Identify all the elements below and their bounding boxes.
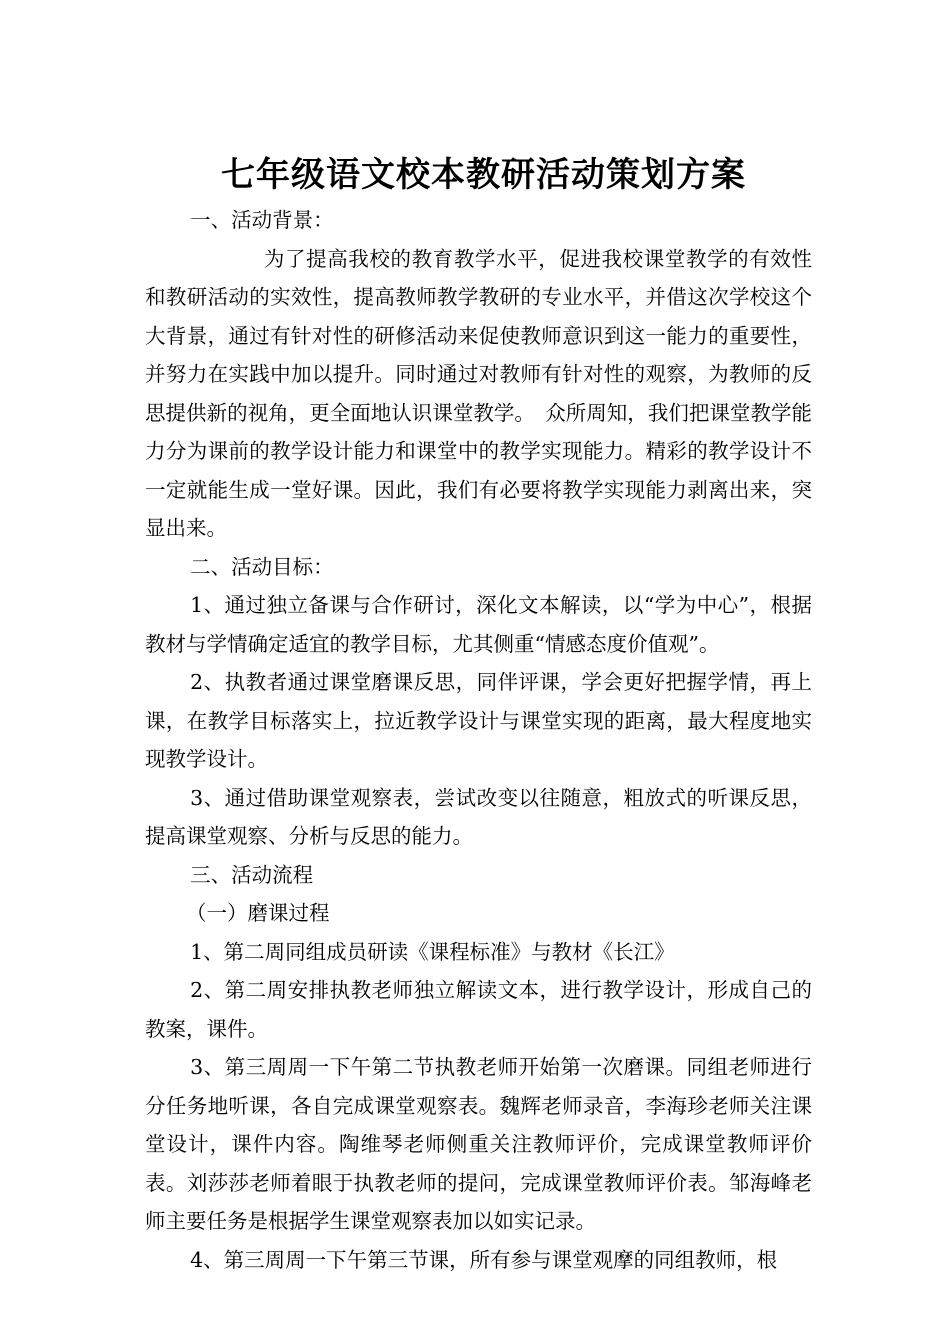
process-item-2: 2、第二周安排执教老师独立解读文本，进行教学设计，形成自己的教案，课件。 <box>145 978 812 1041</box>
goal-item-3: 3、通过借助课堂观察表，尝试改变以往随意，粗放式的听课反思，提高课堂观察、分析与反思的能力。 <box>145 785 812 848</box>
goal-item-1: 1、通过独立备课与合作研讨，深化文本解读，以“学为中心”，根据教材与学情确定适宜的教学目标，尤其侧重“情感态度价值观”。 <box>145 593 812 656</box>
process-item-3: 3、第三周周一下午第二节执教老师开始第一次磨课。同组老师进行分任务地听课，各自完成课堂观察表。魏辉老师录音，李海珍老师关注课堂设计，课件内容。陶维琴老师侧重关注教师评价，完成课堂教师评价表。刘莎莎老师着眼于执教老师的提问，完成课堂教师评价表。邹海峰老师主要任务是根据学生课堂观察表加以如实记录。 <box>145 1055 812 1233</box>
subsection-heading-lesson-polishing: （一）磨课过程 <box>186 901 330 925</box>
goal-item-2: 2、执教者通过课堂磨课反思，同伴评课，学会更好把握学情，再上课，在教学目标落实上，拉近教学设计与课堂实现的距离，最大程度地实现教学设计。 <box>145 670 812 771</box>
process-item-1: 1、第二周同组成员研读《课程标准》与教材《长江》 <box>190 939 675 964</box>
background-paragraph: 为了提高我校的教育教学水平，促进我校课堂教学的有效性和教研活动的实效性，提高教师教学教研的专业水平，并借这次学校这个大背景，通过有针对性的研修活动来促使教师意识到这一能力的重要性，并努力在实践中加以提升。同时通过对教师有针对性的观察，为教师的反思提供新的视角，更全面地认识课堂教学。 众所周知，我们把课堂教学能力分为课前的教学设计能力和课堂中的教学实现能力。精彩的教学设计不一定就能生成一堂好课。因此，我们有必要将教学实现能力剥离出来，突显出来。 <box>145 246 812 540</box>
section-heading-process: 三、活动流程 <box>190 862 314 887</box>
section-heading-background: 一、活动背景： <box>190 208 334 232</box>
document-title: 七年级语文校本教研活动策划方案 <box>221 155 746 195</box>
process-item-4: 4、第三周周一下午第三节课，所有参与课堂观摩的同组教师，根 <box>190 1247 778 1272</box>
section-heading-goals: 二、活动目标： <box>190 554 334 579</box>
